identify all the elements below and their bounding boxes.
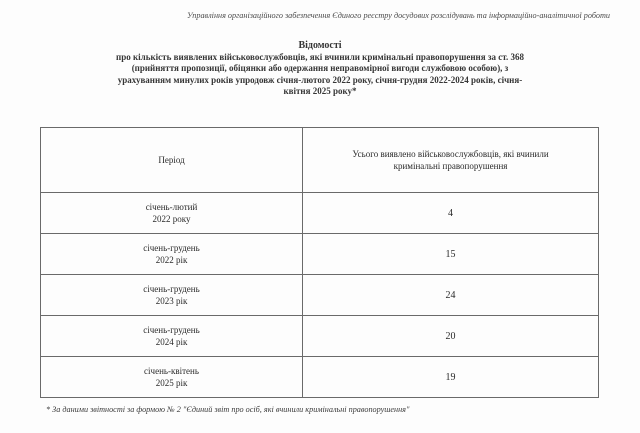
count-value: 20 bbox=[445, 330, 456, 342]
header-count-line-1: Усього виявлено військовослужбовців, які вчинили bbox=[352, 149, 549, 159]
table-row bbox=[41, 193, 599, 234]
period-months: січень-лютий bbox=[145, 202, 198, 212]
header-count bbox=[303, 128, 599, 193]
period-cell bbox=[41, 193, 303, 234]
header-count-line-2: кримінальні правопорушення bbox=[393, 161, 508, 171]
count-value: 19 bbox=[445, 371, 456, 383]
table-row bbox=[41, 357, 599, 398]
count-value: 4 bbox=[448, 207, 453, 219]
count-value: 15 bbox=[445, 248, 456, 260]
count-cell bbox=[303, 275, 599, 316]
table-row bbox=[41, 316, 599, 357]
count-cell bbox=[303, 316, 599, 357]
period-year: 2022 рік bbox=[155, 255, 188, 265]
period-year: 2024 рік bbox=[155, 337, 188, 347]
period-cell bbox=[41, 316, 303, 357]
statistics-table bbox=[40, 127, 599, 398]
header-period bbox=[41, 128, 303, 193]
period-cell bbox=[41, 234, 303, 275]
table-header-row bbox=[41, 128, 599, 193]
period-months: січень-грудень bbox=[143, 284, 200, 294]
count-value: 24 bbox=[445, 289, 456, 301]
title-heading: Відомості bbox=[298, 40, 342, 51]
period-cell bbox=[41, 357, 303, 398]
period-months: січень-грудень bbox=[143, 325, 200, 335]
table-row bbox=[41, 234, 599, 275]
title-line-4: квітня 2025 року* bbox=[283, 86, 357, 96]
header-period-label: Період bbox=[158, 155, 185, 165]
title-line-1: про кількість виявлених військовослужбовців, які вчинили кримінальні правопорушення за ст. 368 bbox=[116, 51, 524, 62]
period-year: 2022 року bbox=[152, 214, 191, 224]
period-year: 2025 рік bbox=[155, 378, 188, 388]
count-cell bbox=[303, 234, 599, 275]
department-header: Управління організаційного забезпечення Єдиного реєстру досудових розслідувань та інформаційно-аналітичної роботи bbox=[186, 11, 610, 20]
period-year: 2023 рік bbox=[155, 296, 188, 306]
footnote: * За даними звітності за формою № 2 "Єдиний звіт про осіб, які вчинили кримінальні правопорушення" bbox=[46, 405, 410, 414]
table-row bbox=[41, 275, 599, 316]
period-months: січень-грудень bbox=[143, 243, 200, 253]
document-title bbox=[40, 40, 600, 98]
count-cell bbox=[303, 193, 599, 234]
title-line-3: урахуванням минулих років упродовж січня-лютого 2022 року, січня-грудня 2022-2024 років, січня- bbox=[117, 74, 523, 85]
period-cell bbox=[41, 275, 303, 316]
count-cell bbox=[303, 357, 599, 398]
period-months: січень-квітень bbox=[144, 366, 199, 376]
title-line-2: (прийняття пропозиції, обіцянки або одержання неправомірної вигоди службовою особою), з bbox=[131, 63, 509, 73]
